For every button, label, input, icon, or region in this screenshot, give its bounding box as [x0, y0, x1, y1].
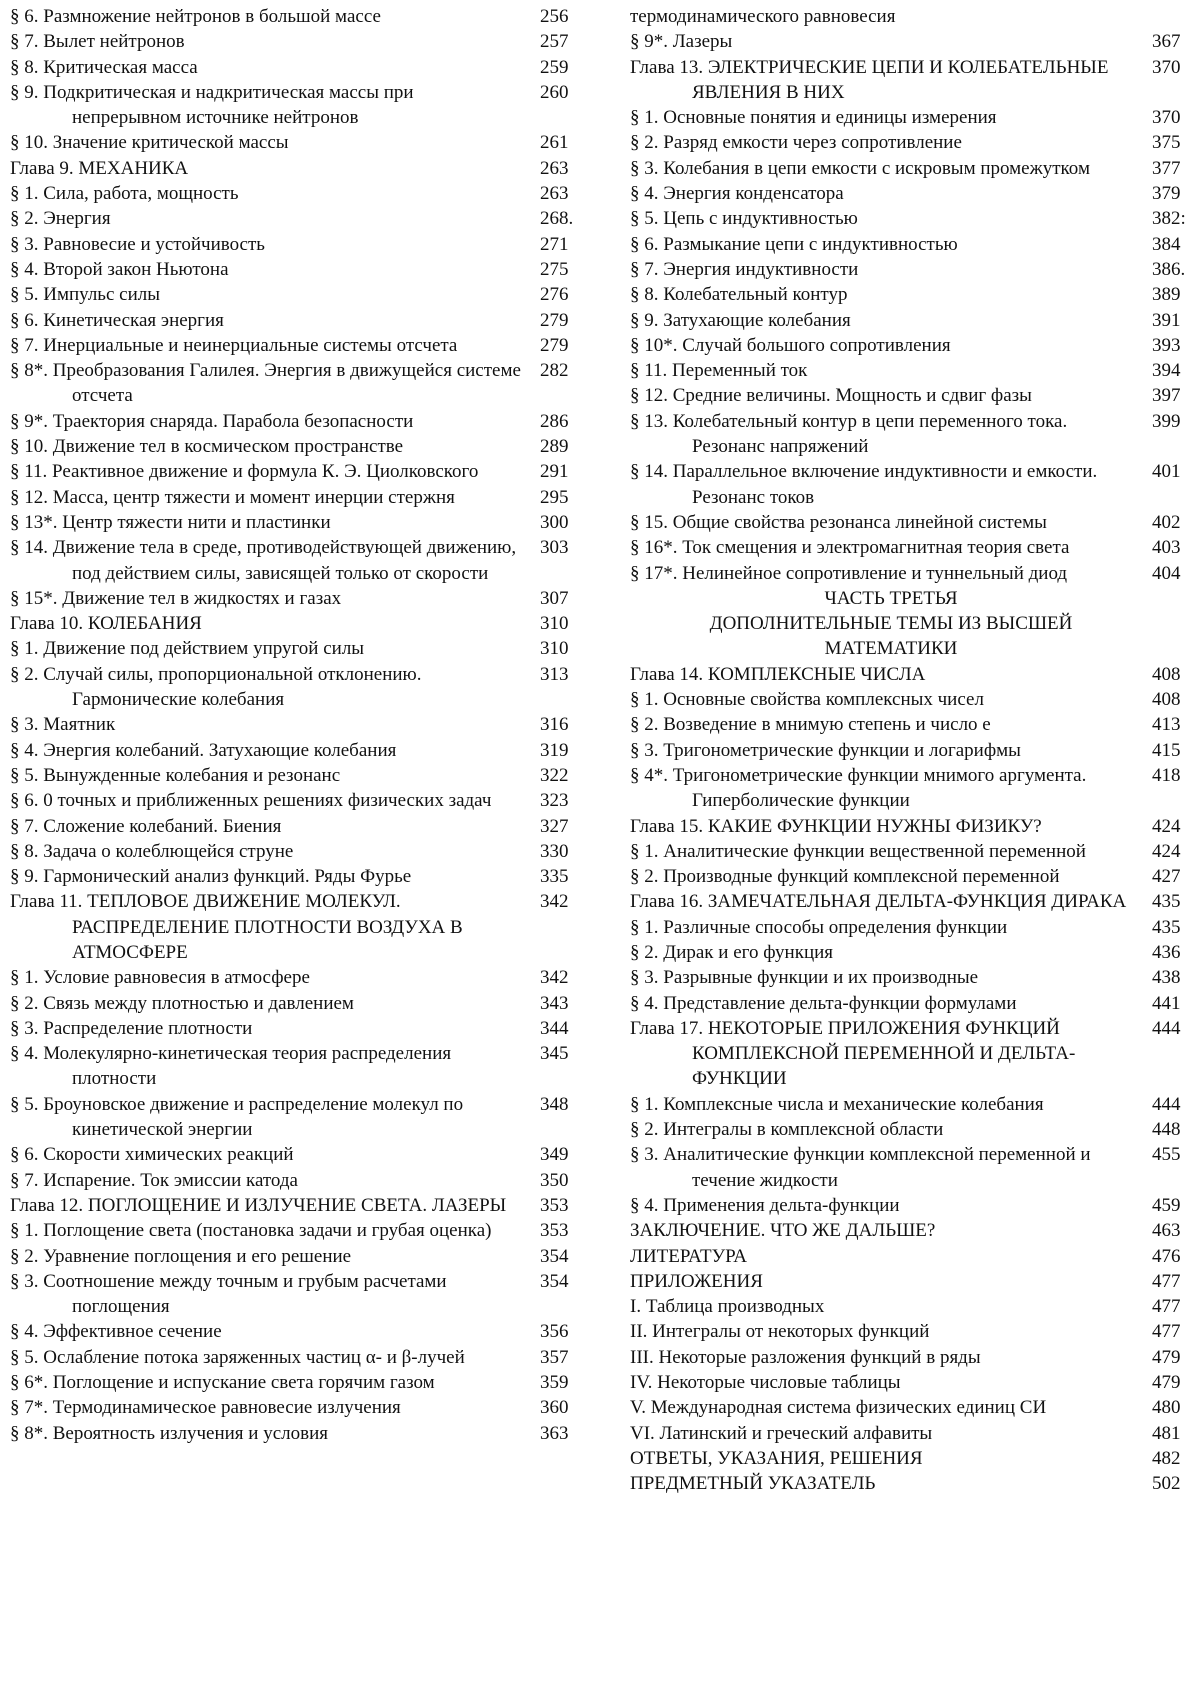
- toc-entry-title: § 4. Второй закон Ньютона: [10, 257, 526, 282]
- toc-entry-page: 482: [1152, 1446, 1198, 1471]
- toc-entry: [630, 409, 1198, 460]
- toc-entry-page: 477: [1152, 1294, 1198, 1319]
- toc-entry: [10, 1168, 580, 1193]
- toc-entry-page: 397: [1152, 383, 1198, 408]
- toc-entry-title: § 9*. Траектория снаряда. Парабола безопасности: [10, 409, 526, 434]
- toc-entry: [630, 156, 1198, 181]
- toc-entry-page: 379: [1152, 181, 1198, 206]
- toc-entry-page: 279: [540, 308, 580, 333]
- toc-entry-title: § 12. Средние величины. Мощность и сдвиг фазы: [630, 383, 1138, 408]
- toc-entry: [630, 459, 1198, 510]
- toc-entry-title: термодинамического равновесия: [630, 4, 1138, 29]
- toc-entry-title: § 12. Масса, центр тяжести и момент инерции стержня: [10, 485, 526, 510]
- toc-entry: [630, 1370, 1198, 1395]
- toc-entry: [10, 712, 580, 737]
- toc-entry-title: § 3. Маятник: [10, 712, 526, 737]
- toc-entry-title: § 3. Тригонометрические функции и логарифмы: [630, 738, 1138, 763]
- toc-entry-title: § 4. Применения дельта-функции: [630, 1193, 1138, 1218]
- toc-entry-title: § 9*. Лазеры: [630, 29, 1138, 54]
- toc-entry: [630, 4, 1198, 29]
- toc-entry-page: 438: [1152, 965, 1198, 990]
- toc-entry-page: 276: [540, 282, 580, 307]
- toc-entry-title: § 5. Ослабление потока заряженных частиц α- и β-лучей: [10, 1345, 526, 1370]
- toc-entry-page: 363: [540, 1421, 580, 1446]
- toc-entry: [10, 965, 580, 990]
- toc-entry: [10, 889, 580, 965]
- toc-entry-page: 349: [540, 1142, 580, 1167]
- toc-entry: [630, 839, 1198, 864]
- toc-entry-page: 257: [540, 29, 580, 54]
- toc-entry-page: 415: [1152, 738, 1198, 763]
- toc-entry-title: § 17*. Нелинейное сопротивление и туннельный диод: [630, 561, 1138, 586]
- toc-entry-title: § 1. Различные способы определения функции: [630, 915, 1138, 940]
- toc-entry-page: 418: [1152, 763, 1198, 788]
- toc-entry-page: 477: [1152, 1319, 1198, 1344]
- toc-entry: [10, 1218, 580, 1243]
- toc-entry-page: 345: [540, 1041, 580, 1066]
- toc-entry: [10, 991, 580, 1016]
- toc-entry-title: Глава 16. ЗАМЕЧАТЕЛЬНАЯ ДЕЛЬТА-ФУНКЦИЯ ДИРАКА: [630, 889, 1138, 914]
- toc-entry-page: 389: [1152, 282, 1198, 307]
- toc-entry: [630, 814, 1198, 839]
- toc-entry-page: 260: [540, 80, 580, 105]
- toc-entry-title: § 1. Условие равновесия в атмосфере: [10, 965, 526, 990]
- toc-entry-title: IV. Некоторые числовые таблицы: [630, 1370, 1138, 1395]
- toc-entry: [630, 105, 1198, 130]
- toc-entry-page: 444: [1152, 1016, 1198, 1041]
- toc-entry-page: 402: [1152, 510, 1198, 535]
- toc-entry-title: § 1. Аналитические функции вещественной переменной: [630, 839, 1138, 864]
- toc-entry: [630, 130, 1198, 155]
- toc-entry-page: 408: [1152, 662, 1198, 687]
- toc-entry-page: 353: [540, 1218, 580, 1243]
- toc-entry-title: § 4. Представление дельта-функции формулами: [630, 991, 1138, 1016]
- toc-entry: [630, 1319, 1198, 1344]
- toc-entry: [10, 1244, 580, 1269]
- part-heading-line: МАТЕМАТИКИ: [630, 636, 1198, 661]
- toc-entry-page: 448: [1152, 1117, 1198, 1142]
- toc-entry-title: § 7. Инерциальные и неинерциальные системы отсчета: [10, 333, 526, 358]
- toc-entry-page: 476: [1152, 1244, 1198, 1269]
- toc-entry-page: 291: [540, 459, 580, 484]
- toc-entry-title: § 9. Затухающие колебания: [630, 308, 1138, 333]
- toc-entry-page: 354: [540, 1244, 580, 1269]
- toc-entry-title: § 15. Общие свойства резонанса линейной системы: [630, 510, 1138, 535]
- toc-entry-title: § 3. Аналитические функции комплексной переменной и течение жидкости: [630, 1142, 1138, 1193]
- toc-entry-title: § 6. 0 точных и приближенных решениях физических задач: [10, 788, 526, 813]
- toc-entry: [10, 1370, 580, 1395]
- toc-entry-page: 404: [1152, 561, 1198, 586]
- toc-entry-page: 330: [540, 839, 580, 864]
- toc-entry-title: ПРИЛОЖЕНИЯ: [630, 1269, 1138, 1294]
- toc-entry: [630, 55, 1198, 106]
- toc-entry-page: 348: [540, 1092, 580, 1117]
- toc-entry-title: Глава 12. ПОГЛОЩЕНИЕ И ИЗЛУЧЕНИЕ СВЕТА. ЛАЗЕРЫ: [10, 1193, 526, 1218]
- toc-entry: [10, 308, 580, 333]
- toc-entry-title: § 2. Случай силы, пропорциональной отклонению. Гармонические колебания: [10, 662, 526, 713]
- toc-entry: [630, 1117, 1198, 1142]
- toc-entry-page: 384: [1152, 232, 1198, 257]
- toc-entry: [10, 409, 580, 434]
- toc-entry-page: 303: [540, 535, 580, 560]
- toc-entry-title: Глава 9. МЕХАНИКА: [10, 156, 526, 181]
- toc-entry: [10, 1041, 580, 1092]
- toc-entry-title: § 5. Импульс силы: [10, 282, 526, 307]
- toc-entry: [630, 383, 1198, 408]
- toc-entry: [10, 282, 580, 307]
- toc-entry: [630, 864, 1198, 889]
- toc-entry-page: 323: [540, 788, 580, 813]
- toc-entry-title: § 1. Основные свойства комплексных чисел: [630, 687, 1138, 712]
- toc-entry: [10, 1193, 580, 1218]
- toc-entry: [10, 788, 580, 813]
- toc-entry-page: 286: [540, 409, 580, 434]
- toc-entry: [630, 763, 1198, 814]
- toc-entry: [630, 965, 1198, 990]
- part-heading-line: ДОПОЛНИТЕЛЬНЫЕ ТЕМЫ ИЗ ВЫСШЕЙ: [630, 611, 1198, 636]
- toc-entry: [10, 839, 580, 864]
- toc-entry: [630, 738, 1198, 763]
- toc-entry: [630, 662, 1198, 687]
- toc-entry-page: 313: [540, 662, 580, 687]
- toc-entry-page: 391: [1152, 308, 1198, 333]
- toc-entry: [630, 206, 1198, 231]
- toc-entry-title: § 1. Сила, работа, мощность: [10, 181, 526, 206]
- toc-entry-page: 275: [540, 257, 580, 282]
- toc-entry-title: § 1. Движение под действием упругой силы: [10, 636, 526, 661]
- toc-entry-title: § 7. Энергия индуктивности: [630, 257, 1138, 282]
- toc-entry-page: 357: [540, 1345, 580, 1370]
- toc-entry: [630, 915, 1198, 940]
- toc-entry-title: II. Интегралы от некоторых функций: [630, 1319, 1138, 1344]
- toc-entry-title: § 2. Возведение в мнимую степень и число е: [630, 712, 1138, 737]
- toc-entry-title: § 8*. Преобразования Галилея. Энергия в движущейся системе отсчета: [10, 358, 526, 409]
- toc-entry-title: § 9. Гармонический анализ функций. Ряды Фурье: [10, 864, 526, 889]
- toc-entry-page: 401: [1152, 459, 1198, 484]
- toc-entry-page: 310: [540, 636, 580, 661]
- toc-entry: [630, 1471, 1198, 1496]
- toc-entry-page: 441: [1152, 991, 1198, 1016]
- toc-right-bottom: [630, 662, 1198, 1497]
- toc-entry: [630, 1193, 1198, 1218]
- toc-entry: [630, 1294, 1198, 1319]
- toc-entry: [630, 1446, 1198, 1471]
- toc-entry-page: 424: [1152, 814, 1198, 839]
- toc-entry-title: VI. Латинский и греческий алфавиты: [630, 1421, 1138, 1446]
- toc-entry-page: 394: [1152, 358, 1198, 383]
- toc-entry: [10, 1421, 580, 1446]
- toc-entry: [10, 1269, 580, 1320]
- toc-entry: [630, 1421, 1198, 1446]
- toc-entry-page: 427: [1152, 864, 1198, 889]
- toc-entry: [10, 181, 580, 206]
- toc-entry-title: § 8. Колебательный контур: [630, 282, 1138, 307]
- toc-entry-page: 268.: [540, 206, 580, 231]
- toc-entry-title: § 6. Скорости химических реакций: [10, 1142, 526, 1167]
- toc-entry-title: § 6*. Поглощение и испускание света горячим газом: [10, 1370, 526, 1395]
- toc-entry-title: § 6. Размыкание цепи с индуктивностью: [630, 232, 1138, 257]
- toc-entry: [630, 358, 1198, 383]
- toc-entry-page: 435: [1152, 915, 1198, 940]
- toc-entry-page: 479: [1152, 1345, 1198, 1370]
- toc-entry-title: § 9. Подкритическая и надкритическая массы при непрерывном источнике нейтронов: [10, 80, 526, 131]
- toc-entry: [630, 257, 1198, 282]
- toc-entry: [10, 510, 580, 535]
- toc-entry-page: 455: [1152, 1142, 1198, 1167]
- toc-entry-page: 502: [1152, 1471, 1198, 1496]
- toc-entry: [630, 940, 1198, 965]
- toc-entry-page: 256: [540, 4, 580, 29]
- toc-entry-title: V. Международная система физических единиц СИ: [630, 1395, 1138, 1420]
- toc-entry-title: § 4*. Тригонометрические функции мнимого аргумента. Гиперболические функции: [630, 763, 1138, 814]
- toc-entry-title: § 1. Поглощение света (постановка задачи и грубая оценка): [10, 1218, 526, 1243]
- toc-entry: [10, 636, 580, 661]
- toc-entry: [10, 55, 580, 80]
- toc-entry: [630, 889, 1198, 914]
- toc-entry-title: § 3. Соотношение между точным и грубым расчетами поглощения: [10, 1269, 526, 1320]
- toc-entry-title: § 6. Кинетическая энергия: [10, 308, 526, 333]
- toc-entry-title: § 2. Энергия: [10, 206, 526, 231]
- part-heading: [630, 586, 1198, 662]
- toc-entry-title: § 2. Разряд емкости через сопротивление: [630, 130, 1138, 155]
- toc-entry-page: 444: [1152, 1092, 1198, 1117]
- toc-entry-page: 413: [1152, 712, 1198, 737]
- toc-entry: [10, 814, 580, 839]
- toc-entry: [10, 358, 580, 409]
- toc-entry-page: 263: [540, 156, 580, 181]
- toc-entry-page: 360: [540, 1395, 580, 1420]
- toc-entry-title: Глава 13. ЭЛЕКТРИЧЕСКИЕ ЦЕПИ И КОЛЕБАТЕЛЬНЫЕ ЯВЛЕНИЯ В НИХ: [630, 55, 1138, 106]
- toc-entry-title: § 10*. Случай большого сопротивления: [630, 333, 1138, 358]
- toc-entry: [10, 29, 580, 54]
- toc-entry: [630, 308, 1198, 333]
- toc-entry-page: 370: [1152, 55, 1198, 80]
- toc-entry: [10, 1395, 580, 1420]
- toc-entry: [630, 282, 1198, 307]
- toc-entry-page: 353: [540, 1193, 580, 1218]
- toc-entry-page: 327: [540, 814, 580, 839]
- toc-entry: [10, 485, 580, 510]
- toc-entry-page: 375: [1152, 130, 1198, 155]
- toc-entry-title: III. Некоторые разложения функций в ряды: [630, 1345, 1138, 1370]
- toc-entry: [10, 535, 580, 586]
- toc-entry-page: 259: [540, 55, 580, 80]
- toc-entry-title: § 5. Вынужденные колебания и резонанс: [10, 763, 526, 788]
- toc-entry-title: § 10. Движение тел в космическом пространстве: [10, 434, 526, 459]
- toc-entry-page: 335: [540, 864, 580, 889]
- toc-entry: [10, 232, 580, 257]
- toc-entry: [10, 257, 580, 282]
- toc-entry: [10, 206, 580, 231]
- toc-entry-title: § 8. Критическая масса: [10, 55, 526, 80]
- toc-entry: [630, 712, 1198, 737]
- toc-entry-page: 477: [1152, 1269, 1198, 1294]
- toc-entry-title: Глава 15. КАКИЕ ФУНКЦИИ НУЖНЫ ФИЗИКУ?: [630, 814, 1138, 839]
- toc-entry: [10, 156, 580, 181]
- toc-entry-page: 342: [540, 889, 580, 914]
- toc-entry-page: 459: [1152, 1193, 1198, 1218]
- toc-entry: [630, 232, 1198, 257]
- toc-entry-page: 271: [540, 232, 580, 257]
- toc-entry-title: § 2. Производные функций комплексной переменной: [630, 864, 1138, 889]
- toc-entry-page: 282: [540, 358, 580, 383]
- toc-entry: [630, 181, 1198, 206]
- toc-entry-title: § 2. Связь между плотностью и давлением: [10, 991, 526, 1016]
- toc-entry-title: § 15*. Движение тел в жидкостях и газах: [10, 586, 526, 611]
- toc-entry-page: 319: [540, 738, 580, 763]
- toc-entry-page: 408: [1152, 687, 1198, 712]
- part-heading-line: ЧАСТЬ ТРЕТЬЯ: [630, 586, 1198, 611]
- toc-entry-title: ЛИТЕРАТУРА: [630, 1244, 1138, 1269]
- toc-entry-title: § 1. Комплексные числа и механические колебания: [630, 1092, 1138, 1117]
- toc-entry: [630, 1142, 1198, 1193]
- toc-entry: [630, 1016, 1198, 1092]
- toc-entry: [10, 611, 580, 636]
- toc-entry-page: 289: [540, 434, 580, 459]
- toc-entry: [630, 1244, 1198, 1269]
- toc-entry-page: 386.: [1152, 257, 1198, 282]
- toc-entry-page: 322: [540, 763, 580, 788]
- toc-entry: [630, 991, 1198, 1016]
- toc-entry-page: 359: [540, 1370, 580, 1395]
- toc-entry-page: 316: [540, 712, 580, 737]
- toc-entry-page: 342: [540, 965, 580, 990]
- toc-entry-title: § 1. Основные понятия и единицы измерения: [630, 105, 1138, 130]
- toc-entry-page: 310: [540, 611, 580, 636]
- toc-entry: [630, 1269, 1198, 1294]
- toc-entry: [10, 1345, 580, 1370]
- toc-entry-title: § 14. Движение тела в среде, противодействующей движению, под действием силы, зависящей только от скорости: [10, 535, 526, 586]
- toc-entry-title: ПРЕДМЕТНЫЙ УКАЗАТЕЛЬ: [630, 1471, 1138, 1496]
- toc-entry-page: 307: [540, 586, 580, 611]
- toc-entry-page: 424: [1152, 839, 1198, 864]
- toc-entry: [10, 1092, 580, 1143]
- toc-entry-title: § 2. Дирак и его функция: [630, 940, 1138, 965]
- toc-entry-title: ЗАКЛЮЧЕНИЕ. ЧТО ЖЕ ДАЛЬШЕ?: [630, 1218, 1138, 1243]
- toc-entry-title: § 13*. Центр тяжести нити и пластинки: [10, 510, 526, 535]
- toc-entry: [630, 29, 1198, 54]
- toc-entry-page: 370: [1152, 105, 1198, 130]
- toc-entry-page: 399: [1152, 409, 1198, 434]
- toc-entry-page: 435: [1152, 889, 1198, 914]
- toc-entry-title: § 7. Сложение колебаний. Биения: [10, 814, 526, 839]
- toc-entry: [10, 586, 580, 611]
- toc-right-top: [630, 4, 1198, 586]
- toc-entry-title: § 7*. Термодинамическое равновесие излучения: [10, 1395, 526, 1420]
- toc-entry-title: § 11. Реактивное движение и формула К. Э. Циолковского: [10, 459, 526, 484]
- toc-entry-title: Глава 10. КОЛЕБАНИЯ: [10, 611, 526, 636]
- toc-entry: [630, 1218, 1198, 1243]
- toc-entry: [630, 1092, 1198, 1117]
- toc-entry: [10, 80, 580, 131]
- toc-entry-title: § 10. Значение критической массы: [10, 130, 526, 155]
- toc-entry-page: 344: [540, 1016, 580, 1041]
- toc-entry: [10, 1142, 580, 1167]
- toc-entry: [10, 1016, 580, 1041]
- toc-entry-page: 356: [540, 1319, 580, 1344]
- toc-right-column: [630, 4, 1198, 1497]
- toc-entry: [10, 4, 580, 29]
- toc-entry-title: § 16*. Ток смещения и электромагнитная теория света: [630, 535, 1138, 560]
- toc-entry-title: § 5. Броуновское движение и распределение молекул по кинетической энергии: [10, 1092, 526, 1143]
- toc-entry: [630, 1395, 1198, 1420]
- toc-entry: [630, 333, 1198, 358]
- toc-entry: [10, 662, 580, 713]
- toc-entry-title: § 2. Уравнение поглощения и его решение: [10, 1244, 526, 1269]
- toc-entry-page: 300: [540, 510, 580, 535]
- toc-entry-title: I. Таблица производных: [630, 1294, 1138, 1319]
- toc-entry-title: Глава 14. КОМПЛЕКСНЫЕ ЧИСЛА: [630, 662, 1138, 687]
- toc-entry: [10, 333, 580, 358]
- toc-entry-title: § 3. Распределение плотности: [10, 1016, 526, 1041]
- toc-entry-page: 263: [540, 181, 580, 206]
- toc-entry-page: 393: [1152, 333, 1198, 358]
- toc-entry-page: 382:: [1152, 206, 1198, 231]
- toc-entry-title: § 8*. Вероятность излучения и условия: [10, 1421, 526, 1446]
- toc-entry-page: 350: [540, 1168, 580, 1193]
- toc-entry-page: 261: [540, 130, 580, 155]
- toc-entry-page: 479: [1152, 1370, 1198, 1395]
- toc-entry-title: § 2. Интегралы в комплексной области: [630, 1117, 1138, 1142]
- toc-entry-title: Глава 17. НЕКОТОРЫЕ ПРИЛОЖЕНИЯ ФУНКЦИЙ КОМПЛЕКСНОЙ ПЕРЕМЕННОЙ И ДЕЛЬТА-ФУНКЦИИ: [630, 1016, 1138, 1092]
- toc-entry: [10, 864, 580, 889]
- toc-entry-title: § 7. Испарение. Ток эмиссии катода: [10, 1168, 526, 1193]
- toc-entry-title: ОТВЕТЫ, УКАЗАНИЯ, РЕШЕНИЯ: [630, 1446, 1138, 1471]
- toc-entry-title: § 4. Эффективное сечение: [10, 1319, 526, 1344]
- toc-entry-title: § 14. Параллельное включение индуктивности и емкости. Резонанс токов: [630, 459, 1138, 510]
- toc-entry-page: 463: [1152, 1218, 1198, 1243]
- toc-entry-page: 279: [540, 333, 580, 358]
- toc-entry: [10, 459, 580, 484]
- toc-entry: [630, 687, 1198, 712]
- toc-entry: [10, 763, 580, 788]
- toc-entry-page: 481: [1152, 1421, 1198, 1446]
- toc-left-column: [10, 4, 580, 1446]
- toc-entry: [10, 130, 580, 155]
- toc-entry-title: § 3. Равновесие и устойчивость: [10, 232, 526, 257]
- toc-entry: [10, 1319, 580, 1344]
- toc-entry-page: 377: [1152, 156, 1198, 181]
- toc-entry: [630, 510, 1198, 535]
- toc-entry-title: § 7. Вылет нейтронов: [10, 29, 526, 54]
- toc-entry-title: § 13. Колебательный контур в цепи переменного тока. Резонанс напряжений: [630, 409, 1138, 460]
- toc-entry: [630, 561, 1198, 586]
- toc-entry: [630, 535, 1198, 560]
- toc-entry-title: § 6. Размножение нейтронов в большой массе: [10, 4, 526, 29]
- toc-entry-title: § 8. Задача о колеблющейся струне: [10, 839, 526, 864]
- toc-entry-page: 354: [540, 1269, 580, 1294]
- toc-entry-title: § 4. Энергия конденсатора: [630, 181, 1138, 206]
- toc-entry-title: Глава 11. ТЕПЛОВОЕ ДВИЖЕНИЕ МОЛЕКУЛ. РАСПРЕДЕЛЕНИЕ ПЛОТНОСТИ ВОЗДУХА В АТМОСФЕРЕ: [10, 889, 526, 965]
- toc-entry-page: 295: [540, 485, 580, 510]
- toc-entry-title: § 4. Энергия колебаний. Затухающие колебания: [10, 738, 526, 763]
- toc-entry-page: 403: [1152, 535, 1198, 560]
- toc-entry: [10, 738, 580, 763]
- toc-entry-title: § 4. Молекулярно-кинетическая теория распределения плотности: [10, 1041, 526, 1092]
- toc-entry-page: 343: [540, 991, 580, 1016]
- toc-entry-page: 436: [1152, 940, 1198, 965]
- toc-entry: [630, 1345, 1198, 1370]
- toc-entry-page: 480: [1152, 1395, 1198, 1420]
- toc-entry-title: § 5. Цепь с индуктивностью: [630, 206, 1138, 231]
- toc-entry-page: 367: [1152, 29, 1198, 54]
- toc-entry-title: § 3. Колебания в цепи емкости с искровым промежутком: [630, 156, 1138, 181]
- toc-entry-title: § 11. Переменный ток: [630, 358, 1138, 383]
- toc-entry: [10, 434, 580, 459]
- toc-entry-title: § 3. Разрывные функции и их производные: [630, 965, 1138, 990]
